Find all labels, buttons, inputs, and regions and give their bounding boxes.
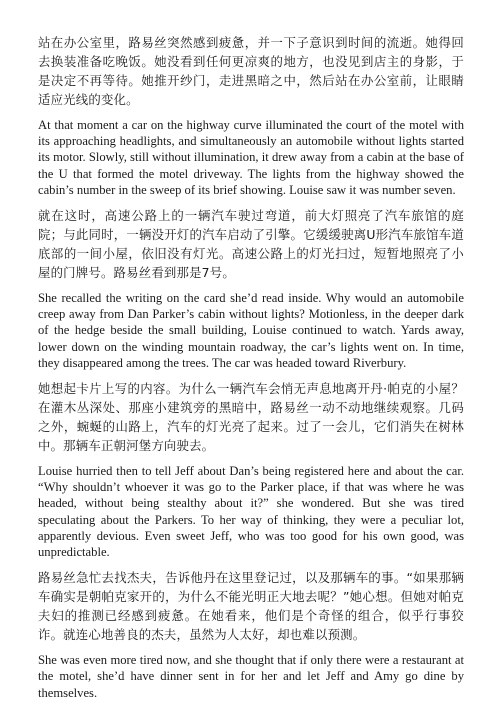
paragraph-en-3: Louise hurried then to tell Jeff about Dan’s being registered here and about the car. “Why shouldn’t whoever it was go to the Parker place, if that was where he was headed, without being stealthy about it?” she wondered. But she was tired speculating about the Parkers. To her way of thinking, they were a peculiar lot, apparently devious. Even sweet Jeff, who was too good for his own good, was unpredictable. (38, 464, 464, 560)
document-page (38, 33, 464, 709)
paragraph-zh-1: 站在办公室里，路易丝突然感到疲惫，并一下子意识到时间的流逝。她得回去换装准备吃晚饭。她没看到任何更凉爽的地方，也没见到店主的身影，于是决定不再等待。她推开纱门，走进黑暗之中，然后站在办公室前，让眼睛适应光线的变化。 (38, 35, 464, 107)
paragraph-zh-2: 就在这时，高速公路上的一辆汽车驶过弯道，前大灯照亮了汽车旅馆的庭院；与此同时，一辆没开灯的汽车启动了引擎。它缓缓驶离U形汽车旅馆车道底部的一间小屋，依旧没有灯光。高速公路上的灯光扫过，短暂地照亮了小屋的门牌号。路易丝看到那是7号。 (38, 208, 464, 281)
paragraph-en-2: She recalled the writing on the card she’d read inside. Why would an automobile creep away from Dan Parker’s cabin without lights? Motionless, in the deeper dark of the hedge beside the small building, Louise continued to watch. Yards away, lower down on the winding mountain roadway, the car’s lights went on. In time, they disappeared among the trees. The car was headed toward Riverbury. (38, 291, 464, 370)
paragraph-zh-3: 她想起卡片上写的内容。为什么一辆汽车会悄无声息地离开丹·帕克的小屋？在灌木丛深处、那座小建筑旁的黑暗中，路易丝一动不动地继续观察。几码之外，蜿蜒的山路上，汽车的灯光亮了起来。过了一会儿，它们消失在树林中。那辆车正朝河堡方向驶去。 (38, 381, 464, 454)
paragraph-zh-4: 路易丝急忙去找杰夫，告诉他丹在这里登记过，以及那辆车的事。“如果那辆车确实是朝帕克家开的，为什么不能光明正大地去呢？”她心想。但她对帕克夫妇的推测已经感到疲惫。在她看来，他们是个奇怪的组合，似乎行事狡诈。就连心地善良的杰夫，虽然为人太好，却也难以预测。 (38, 570, 464, 643)
paragraph-en-1: At that moment a car on the highway curve illuminated the court of the motel with its approaching headlights, and simultaneously an automobile without lights started its motor. Slowly, still without illumination, it drew away from a cabin at the base of the U that formed the motel driveway. The lights from the highway showed the cabin’s number in the sweep of its brief showing. Louise saw it was number seven. (38, 118, 464, 197)
paragraph-en-4: She was even more tired now, and she thought that if only there were a restaurant at the motel, she’d have dinner sent in for her and let Jeff and Amy go dine by themselves. (38, 653, 464, 700)
